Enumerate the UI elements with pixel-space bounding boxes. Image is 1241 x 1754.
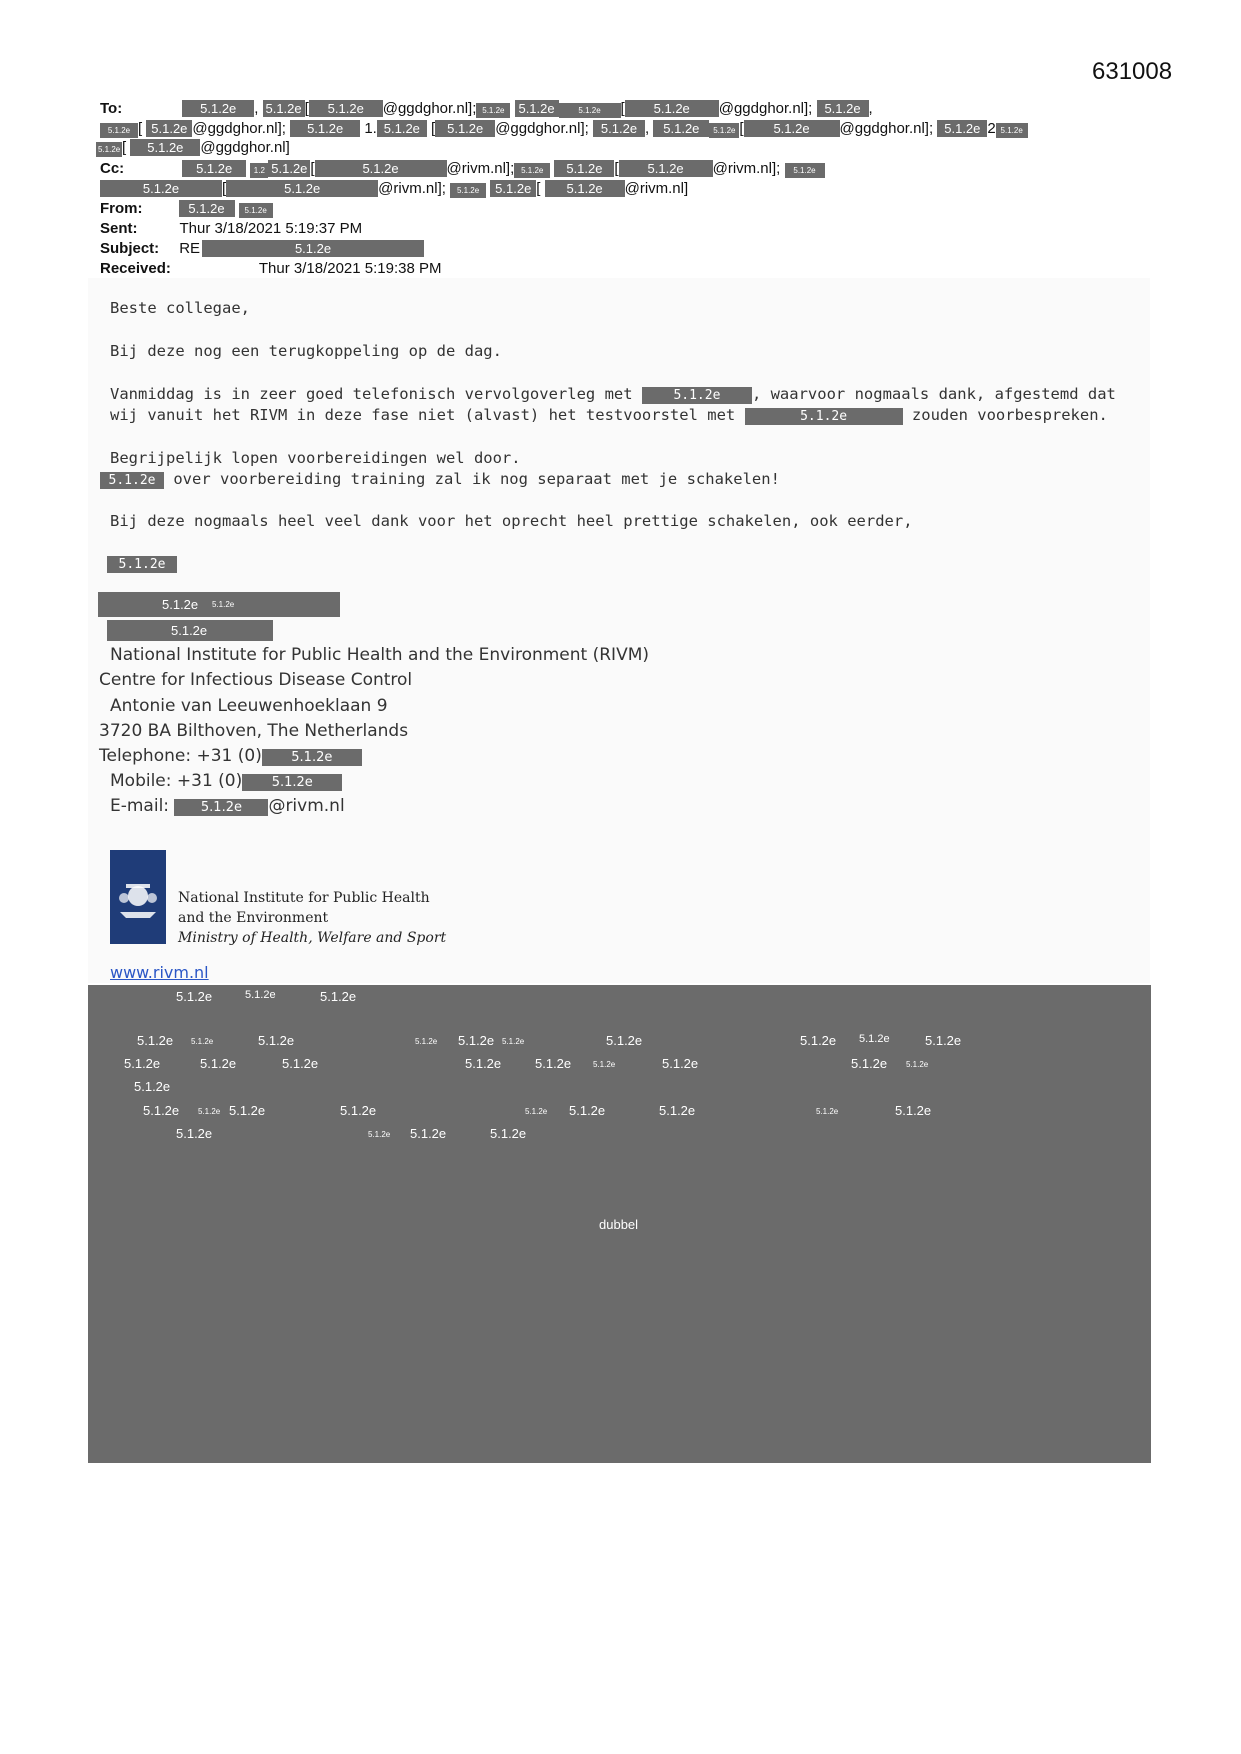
redaction-label: 5.1.2e: [368, 1130, 391, 1139]
email-suffix: @rivm.nl];: [712, 160, 781, 177]
document-number: 631008: [1092, 58, 1173, 85]
redaction: 5.1.2e: [309, 100, 383, 117]
to-line-1: [100, 100, 873, 118]
redaction: 5.1.2e: [315, 160, 447, 177]
redaction: 5.1.2e: [179, 200, 235, 217]
redaction: 5.1.2e: [559, 103, 621, 118]
signature-address1: Antonie van Leeuwenhoeklaan 9: [110, 696, 388, 716]
redaction-label: 5.1.2e: [851, 1056, 888, 1071]
redaction-label: 5.1.2e: [124, 1056, 161, 1071]
message-text: , waarvoor nogmaals dank, afgestemd dat: [751, 385, 1116, 403]
redaction: 5.1.2e: [709, 123, 739, 138]
message-text: wij vanuit het RIVM in deze fase niet (alvast) het testvoorstel met: [110, 406, 736, 424]
redaction-label: 5.1.2e: [176, 1126, 213, 1141]
partial: 1.: [364, 120, 377, 137]
redaction-label: 5.1.2e: [895, 1103, 932, 1118]
email-suffix: @ggdghor.nl];: [192, 120, 286, 137]
redaction-label: 5.1.2e: [502, 1037, 525, 1046]
redaction: 5.1.2e: [268, 160, 310, 177]
redaction: 5.1.2e: [514, 163, 550, 178]
logo-line: National Institute for Public Health: [178, 890, 430, 906]
redaction-label: 5.1.2e: [200, 1056, 237, 1071]
redaction: 5.1.2e: [202, 240, 424, 257]
redaction-label: 5.1.2e: [593, 1060, 616, 1069]
email-suffix: @ggdghor.nl];: [718, 100, 813, 117]
sent-value: Thur 3/18/2021 5:19:37 PM: [179, 220, 363, 237]
redaction-label: 5.1.2e: [282, 1056, 319, 1071]
redaction-label: 5.1.2e: [925, 1033, 962, 1048]
redaction: 5.1.2e: [107, 556, 177, 573]
signature-email: [110, 796, 345, 816]
email-suffix: @rivm.nl];: [378, 180, 446, 197]
subject-line: [100, 240, 424, 258]
redaction: 5.1.2e: [262, 749, 362, 766]
signature-address2: 3720 BA Bilthoven, The Netherlands: [99, 721, 409, 741]
bracket: [: [739, 120, 744, 137]
redaction-label: 5.1.2e: [162, 597, 199, 612]
redaction-block: [98, 592, 340, 617]
signature-mobile: [110, 771, 342, 791]
redaction: 5.1.2e: [100, 123, 138, 138]
redaction-label: 5.1.2e: [816, 1107, 839, 1116]
comma: ,: [645, 120, 650, 137]
email-label: E-mail:: [110, 796, 170, 816]
to-line-2: [100, 120, 1028, 138]
redaction-label: 5.1.2e: [212, 600, 235, 609]
redaction-label: 5.1.2e: [800, 1033, 837, 1048]
bracket: [: [222, 180, 227, 197]
email-suffix: @ggdghor.nl];: [839, 120, 934, 137]
bracket: [: [122, 139, 127, 156]
redaction-label: 5.1.2e: [198, 1107, 221, 1116]
email-suffix: @rivm.nl]: [624, 180, 689, 197]
redaction: 5.1.2e: [239, 203, 273, 218]
mobile-label: Mobile: +31 (0): [110, 771, 243, 791]
redaction-label: 5.1.2e: [415, 1037, 438, 1046]
redaction: 5.1.2e: [263, 100, 305, 117]
logo-line: Ministry of Health, Welfare and Sport: [178, 930, 447, 946]
redaction-label: 5.1.2e: [171, 623, 208, 638]
redaction-label: 5.1.2e: [137, 1033, 174, 1048]
partial: 2: [987, 120, 996, 137]
to-label: To:: [100, 100, 123, 117]
from-line: [100, 200, 273, 218]
redaction: 5.1.2e: [515, 100, 559, 117]
greeting: Beste collegae,: [110, 299, 250, 317]
redaction-label: 5.1.2e: [340, 1103, 377, 1118]
redaction: 5.1.2e: [625, 100, 719, 117]
redaction: 5.1.2e: [96, 142, 122, 157]
cc-label: Cc:: [100, 160, 125, 177]
redaction-label: 5.1.2e: [569, 1103, 606, 1118]
redaction-label: 5.1.2e: [859, 1033, 890, 1045]
partial: 1.2: [250, 163, 268, 178]
email-suffix: @rivm.nl: [268, 796, 345, 816]
redaction-label: 5.1.2e: [662, 1056, 699, 1071]
coat-of-arms-icon: [110, 850, 166, 944]
sent-label: Sent:: [100, 220, 138, 237]
message-line-3: [110, 405, 1108, 426]
redaction-label: 5.1.2e: [134, 1079, 171, 1094]
redaction-label: 5.1.2e: [245, 989, 276, 1001]
received-label: Received:: [100, 260, 171, 277]
message-line: Bij deze nogmaals heel veel dank voor het oprecht heel prettige schakelen, ook eerder,: [110, 512, 913, 530]
redaction: 5.1.2e: [146, 120, 192, 137]
redaction: 5.1.2e: [226, 180, 378, 197]
redaction-label: 5.1.2e: [606, 1033, 643, 1048]
overlay-label: dubbel: [599, 1217, 639, 1232]
subject-prefix: RE: [179, 240, 201, 257]
message-line-5: [100, 469, 780, 490]
redaction: 5.1.2e: [130, 139, 200, 156]
subject-label: Subject:: [100, 240, 160, 257]
redaction-label: 5.1.2e: [410, 1126, 447, 1141]
received-value: Thur 3/18/2021 5:19:38 PM: [258, 260, 442, 277]
bracket: [: [536, 180, 541, 197]
redaction-block: [107, 620, 273, 641]
redaction: 5.1.2e: [182, 100, 254, 117]
redaction-label: 5.1.2e: [176, 989, 213, 1004]
email-suffix: @ggdghor.nl];: [495, 120, 589, 137]
message-text: zouden voorbespreken.: [911, 406, 1108, 424]
bracket: [: [614, 160, 619, 177]
redaction: 5.1.2e: [744, 120, 840, 137]
redaction-label: 5.1.2e: [191, 1037, 214, 1046]
bracket: [: [304, 100, 309, 117]
redaction: 5.1.2e: [554, 160, 614, 177]
redaction-label: 5.1.2e: [906, 1060, 929, 1069]
email-suffix: @ggdghor.nl];: [382, 100, 477, 117]
received-line: [100, 260, 442, 278]
redaction: 5.1.2e: [174, 799, 268, 816]
from-label: From:: [100, 200, 143, 217]
logo-line: and the Environment: [178, 910, 329, 926]
bracket: [: [310, 160, 315, 177]
redaction: 5.1.2e: [745, 408, 903, 425]
redaction: 5.1.2e: [435, 120, 495, 137]
redaction: 5.1.2e: [593, 120, 645, 137]
redaction: 5.1.2e: [937, 120, 987, 137]
redaction: 5.1.2e: [996, 123, 1028, 138]
redaction: 5.1.2e: [490, 180, 536, 197]
redaction: 5.1.2e: [545, 180, 625, 197]
sender-name: [107, 553, 177, 574]
redaction-label: 5.1.2e: [320, 989, 357, 1004]
email-suffix: @rivm.nl];: [446, 160, 515, 177]
redaction: 5.1.2e: [476, 103, 510, 118]
bracket: [: [431, 120, 436, 137]
redaction-label: 5.1.2e: [258, 1033, 295, 1048]
redaction: 5.1.2e: [785, 163, 825, 178]
redaction-label: 5.1.2e: [535, 1056, 572, 1071]
redaction: 5.1.2e: [619, 160, 713, 177]
sent-line: [100, 220, 362, 238]
cc-line-1: [100, 160, 825, 178]
signature-telephone: [99, 746, 362, 766]
redaction-label: 5.1.2e: [229, 1103, 266, 1118]
redaction: 5.1.2e: [377, 120, 427, 137]
signature-org: National Institute for Public Health and the Environment (RIVM): [110, 645, 649, 665]
redaction-label: 5.1.2e: [490, 1126, 527, 1141]
redaction-label: 5.1.2e: [465, 1056, 502, 1071]
redaction-label: 5.1.2e: [659, 1103, 696, 1118]
redaction-label: 5.1.2e: [143, 1103, 180, 1118]
redaction-label: 5.1.2e: [458, 1033, 495, 1048]
message-text: Vanmiddag is in zeer goed telefonisch vervolgoverleg met: [110, 385, 633, 403]
message-line: Begrijpelijk lopen voorbereidingen wel door.: [110, 449, 521, 467]
to-line-3: [96, 139, 290, 157]
bracket: [: [138, 120, 143, 137]
comma: ,: [254, 100, 259, 117]
website-link[interactable]: www.rivm.nl: [110, 963, 209, 982]
redaction: 5.1.2e: [182, 160, 246, 177]
redaction: 5.1.2e: [290, 120, 360, 137]
rivm-logo: [110, 850, 166, 944]
message-line-2: [110, 384, 1116, 405]
comma: ,: [868, 100, 873, 117]
redaction: 5.1.2e: [242, 774, 342, 791]
redaction: 5.1.2e: [817, 100, 869, 117]
redaction: 5.1.2e: [100, 180, 222, 197]
message-line: Bij deze nog een terugkoppeling op de dag.: [110, 342, 502, 360]
signature-centre: Centre for Infectious Disease Control: [99, 670, 413, 690]
message-text: over voorbereiding training zal ik nog separaat met je schakelen!: [173, 470, 780, 488]
redaction: 5.1.2e: [642, 387, 752, 404]
telephone-label: Telephone: +31 (0): [99, 746, 262, 766]
redaction-label: 5.1.2e: [525, 1107, 548, 1116]
redaction: 5.1.2e: [653, 120, 709, 137]
bracket: [: [620, 100, 625, 117]
logo-text: [178, 888, 446, 948]
email-suffix: @ggdghor.nl]: [200, 139, 290, 156]
cc-line-2: [100, 180, 688, 198]
redaction: 5.1.2e: [450, 183, 486, 198]
redaction: 5.1.2e: [100, 472, 164, 489]
